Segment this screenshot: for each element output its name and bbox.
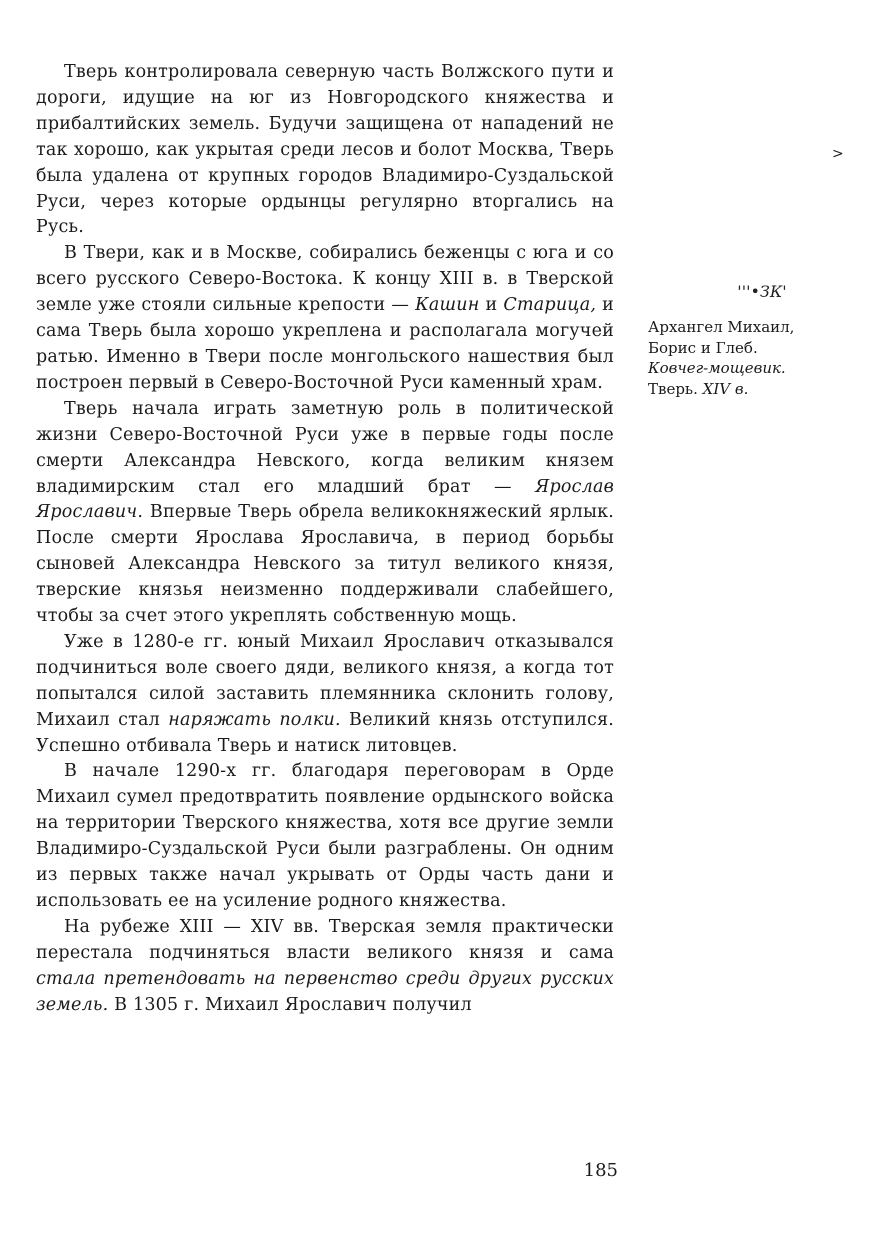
italic-phrase: Старица, <box>503 295 597 316</box>
image-caption <box>648 317 848 399</box>
paragraph <box>36 759 614 914</box>
caption-line: Архангел Михаил, <box>648 318 795 336</box>
figure-marker: '''•ЗК' <box>737 282 787 301</box>
paragraph <box>36 915 614 1019</box>
paragraph <box>36 630 614 760</box>
caption-line: Ковчег-мощевик. <box>648 359 786 377</box>
margin-arrow-mark: > <box>832 146 844 162</box>
italic-phrase: Ярослав Ярославич. <box>36 476 614 523</box>
caption-line: Борис и Глеб. <box>648 338 758 357</box>
text-run: Великий князь отступился. Успешно отбивала Тверь и натиск литовцев. <box>36 709 614 756</box>
caption-place: Тверь. <box>648 379 703 398</box>
text-run: Тверь начала играть заметную роль в политической жизни Северо-Восточной Руси уже в первые годы после смерти Александра Невского, когда великим князем владимирским стал его младший брат — <box>36 398 614 497</box>
text-run: Впервые Тверь обрела великокняжеский ярлык. После смерти Ярослава Ярославича, в период борьбы сыновей Александра Невского за титул великого князя, тверские князья неизменно поддерживали слабейшего, чтобы за счет этого укреплять собственную мощь. <box>36 502 614 627</box>
text-run: В 1305 г. Михаил Ярославич получил <box>108 994 472 1015</box>
italic-phrase: Кашин <box>415 295 480 316</box>
text-run: На рубеже XIII — XIV вв. Тверская земля практически перестала подчиняться власти великого князя и сама <box>36 916 614 963</box>
page-number: 185 <box>583 1160 618 1181</box>
caption-century: XIV в. <box>702 379 749 398</box>
italic-phrase: стала претендовать на первенство среди других русских земель. <box>36 968 614 1015</box>
text-run: и сама Тверь была хорошо укреплена и располагала могучей ратью. Именно в Твери после монгольского нашествия был построен первый в Северо-Восточной Руси каменный храм. <box>36 295 614 393</box>
paragraph <box>36 397 614 630</box>
text-run: В Твери, как и в Москве, собирались беженцы с юга и со всего русского Северо-Востока. К концу XIII в. в Тверской земле уже стояли сильные крепости — <box>36 243 614 316</box>
text-run: Тверь контролировала северную часть Волжского пути и дороги, идущие на юг из Новгородского княжества и прибалтийских земель. Будучи защищена от нападений не так хорошо, как укрытая среди лесов и болот Москва, Тверь была удалена от крупных городов Владимиро-Суздальской Руси, через которые ордынцы регулярно вторгались на Русь. <box>36 62 614 238</box>
paragraph <box>36 60 614 241</box>
text-run: Уже в 1280-е гг. юный Михаил Ярославич отказывался подчиниться воле своего дяди, великого князя, а когда тот попытался силой заставить племянника склонить голову, Михаил стал <box>36 631 614 730</box>
text-run: В начале 1290-х гг. благодаря переговорам в Орде Михаил сумел предотвратить появление ордынского войска на территории Тверского княжества, хотя все другие земли Владимиро-Суздальской Руси были разграблены. Он одним из первых также начал укрывать от Орды часть дани и использовать ее на усиление родного княжества. <box>36 761 614 911</box>
main-text-column <box>36 60 614 1019</box>
italic-phrase: наряжать полки. <box>168 709 341 730</box>
paragraph <box>36 241 614 396</box>
caption-line <box>648 379 848 400</box>
text-run: и <box>479 295 504 316</box>
